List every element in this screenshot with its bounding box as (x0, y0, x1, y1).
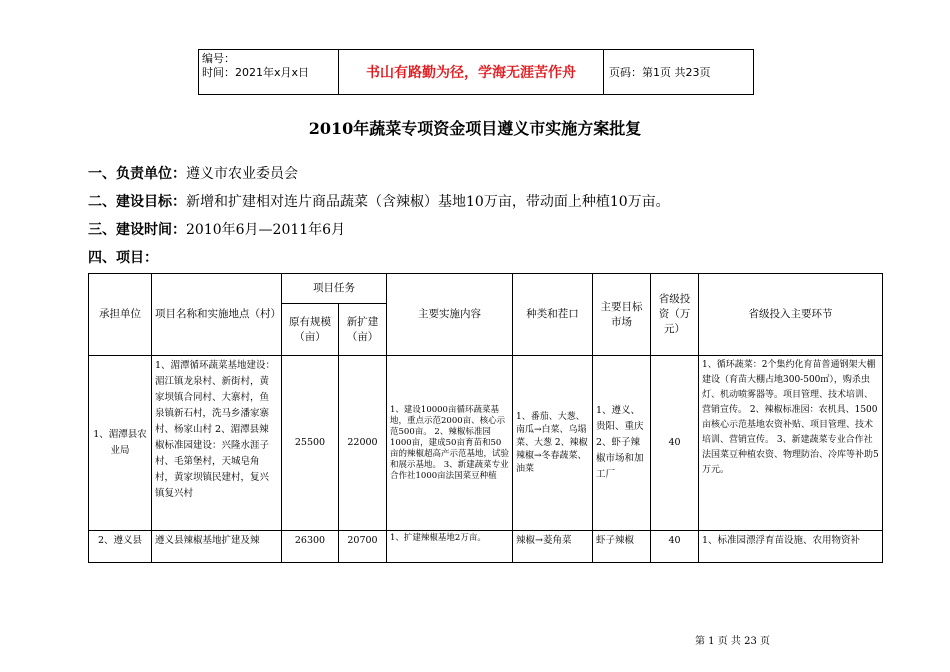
section-label: 三、建设时间： (88, 222, 186, 238)
cell-content: 1、扩建辣椒基地2万亩。 (387, 531, 513, 563)
section-text: 2010年6月—2011年6月 (186, 222, 346, 238)
cell-link: 1、循环蔬菜：2个集约化育苗普通钢架大棚建设（育苗大棚占地300-500㎡），购杀虫灯、机动喷雾器等。项目管理、技术培训、营销宣传。 2、辣椒标准园：农机具、1500亩核心示范基地农资补贴、项目管理、技术培训、营销宣传。 3、新建蔬菜专业合作社法国菜豆种植农资、物理防治、冷库等补助5万元。 (699, 356, 883, 531)
section-text: 新增和扩建相对连片商品蔬菜（含辣椒）基地10万亩，带动面上种植10万亩。 (186, 194, 670, 210)
cell-orig: 26300 (282, 531, 339, 563)
page-header (198, 49, 754, 95)
header-new: 新扩建（亩） (339, 304, 387, 356)
header-task: 项目任务 (282, 274, 387, 304)
section-label: 四、项目： (88, 250, 158, 266)
header-page-info: 页码：第1页 共23页 (609, 66, 711, 79)
cell-new: 20700 (339, 531, 387, 563)
section-label: 二、建设目标： (88, 194, 186, 210)
header-unit: 承担单位 (89, 274, 152, 356)
cell-unit: 1、湄潭县农业局 (89, 356, 152, 531)
cell-unit: 2、遵义县 (89, 531, 152, 563)
header-market: 主要目标市场 (593, 274, 651, 356)
page-footer: 第 1 页 共 23 页 (695, 636, 770, 647)
cell-new: 22000 (339, 356, 387, 531)
header-link: 省级投入主要环节 (699, 274, 883, 356)
document-title: 2010年蔬菜专项资金项目遵义市实施方案批复 (308, 119, 642, 138)
section-goal (88, 191, 670, 211)
project-table (88, 273, 883, 563)
header-motto: 书山有路勤为径，学海无涯苦作舟 (339, 50, 604, 94)
cell-link: 1、标准园漂浮育苗设施、农用物资补 (699, 531, 883, 563)
section-time (88, 219, 345, 239)
code-label: 编号： (202, 52, 235, 65)
header-meta (199, 50, 339, 94)
header-orig: 原有规模（亩） (282, 304, 339, 356)
cell-invest: 40 (651, 531, 699, 563)
header-invest: 省级投资（万元） (651, 274, 699, 356)
time-label: 时间：2021年x月x日 (202, 66, 310, 79)
cell-variety: 1、番茄、大葱、南瓜→白菜、乌塌菜、大葱 2、辣椒 辣椒→冬春蔬菜、油菜 (513, 356, 593, 531)
cell-project: 1、湄潭循环蔬菜基地建设：湄江镇龙泉村、新街村，黄家坝镇合同村、大寨村，鱼泉镇新石村，洗马乡潘家寨村、杨家山村 2、湄潭县辣椒标准园建设：兴隆水涯子村、毛第堡村，天城皂角村，黄家坝镇民建村，复兴镇复兴村 (152, 356, 282, 531)
cell-market: 虾子辣椒 (593, 531, 651, 563)
cell-project: 遵义县辣椒基地扩建及辣 (152, 531, 282, 563)
cell-orig: 25500 (282, 356, 339, 531)
table-row (89, 356, 883, 531)
cell-market: 1、遵义、贵阳、重庆 2、虾子辣椒市场和加工厂 (593, 356, 651, 531)
cell-invest: 40 (651, 356, 699, 531)
header-content: 主要实施内容 (387, 274, 513, 356)
header-project: 项目名称和实施地点（村） (152, 274, 282, 356)
table-row (89, 531, 883, 563)
cell-variety: 辣椒→菱角菜 (513, 531, 593, 563)
header-variety: 种类和茬口 (513, 274, 593, 356)
section-text: 遵义市农业委员会 (186, 166, 298, 182)
section-projects (88, 247, 158, 267)
section-label: 一、负责单位： (88, 166, 186, 182)
section-responsible-unit (88, 163, 298, 183)
cell-content: 1、建设10000亩循环蔬菜基地，重点示范2000亩、核心示范500亩。 2、辣椒标准园1000亩，建成50亩育苗和50亩的辣椒超高产示范基地，试验和展示基地。 3、新建蔬菜专业合作社1000亩法国菜豆种植 (387, 356, 513, 531)
